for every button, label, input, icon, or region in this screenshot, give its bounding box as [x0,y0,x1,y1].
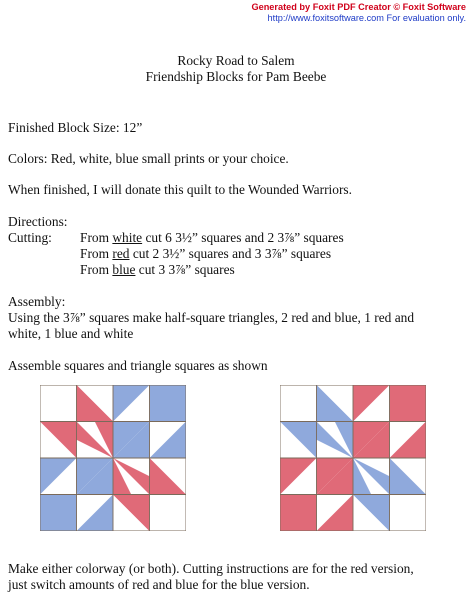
quilt-block-blue-version [40,385,186,531]
donation-text: When finished, I will donate this quilt to the Wounded Warriors. [8,182,352,197]
cut-line-blue [80,262,235,278]
star-wing-triangle [280,458,317,495]
assembly-heading: Assembly: [8,294,66,309]
star-wing-triangle [280,422,317,459]
cut-post: cut 2 3½” squares and 3 3⅞” squares [129,246,332,261]
cut-post: cut 3 3⅞” squares [135,262,235,277]
corner-square [280,495,317,532]
star-wing-triangle [113,385,150,422]
cut-line-red [80,246,331,262]
footer-line-1: Make either colorway (or both). Cutting instructions are for the red version, [8,561,414,576]
corner-square [150,385,187,422]
cut-line-white [80,230,344,246]
star-wing-triangle [40,458,77,495]
star-wing-triangle [317,385,354,422]
block-size-text: Finished Block Size: 12” [8,120,143,135]
quilt-block-red-version [280,385,426,531]
watermark-line-2: http://www.foxitsoftware.com For evaluation only. [267,13,466,23]
star-wing-triangle [353,495,390,532]
document-subtitle: Friendship Blocks for Pam Beebe [145,69,327,84]
cutting-label: Cutting: [8,230,52,245]
assembly-instruction: Assemble squares and triangle squares as shown [8,358,268,373]
cut-pre: From [80,230,113,245]
star-wing-triangle [317,495,354,532]
cut-color-red: red [112,246,130,261]
directions-heading: Directions: [8,214,68,229]
star-wing-triangle [40,422,77,459]
star-wing-triangle [390,422,427,459]
star-wing-triangle [77,495,114,532]
star-wing-triangle [150,458,187,495]
assembly-line-1: Using the 3⅞” squares make half-square triangles, 2 red and blue, 1 red and [8,310,415,325]
star-wing-triangle [353,385,390,422]
corner-square [40,495,77,532]
cut-color-white: white [112,230,143,245]
watermark-line-1: Generated by Foxit PDF Creator © Foxit Software [251,2,466,12]
corner-square [390,385,427,422]
cut-color-blue: blue [112,262,136,277]
footer-line-2: just switch amounts of red and blue for the blue version. [8,577,310,592]
assembly-line-2: white, 1 blue and white [8,326,134,341]
cut-pre: From [80,246,113,261]
cut-pre: From [80,262,113,277]
star-wing-triangle [390,458,427,495]
cut-post: cut 6 3½” squares and 2 3⅞” squares [142,230,344,245]
document-title: Rocky Road to Salem [177,53,295,68]
star-wing-triangle [150,422,187,459]
foxit-watermark [251,2,466,24]
colors-text: Colors: Red, white, blue small prints or your choice. [8,151,289,166]
star-wing-triangle [77,385,114,422]
star-wing-triangle [113,495,150,532]
